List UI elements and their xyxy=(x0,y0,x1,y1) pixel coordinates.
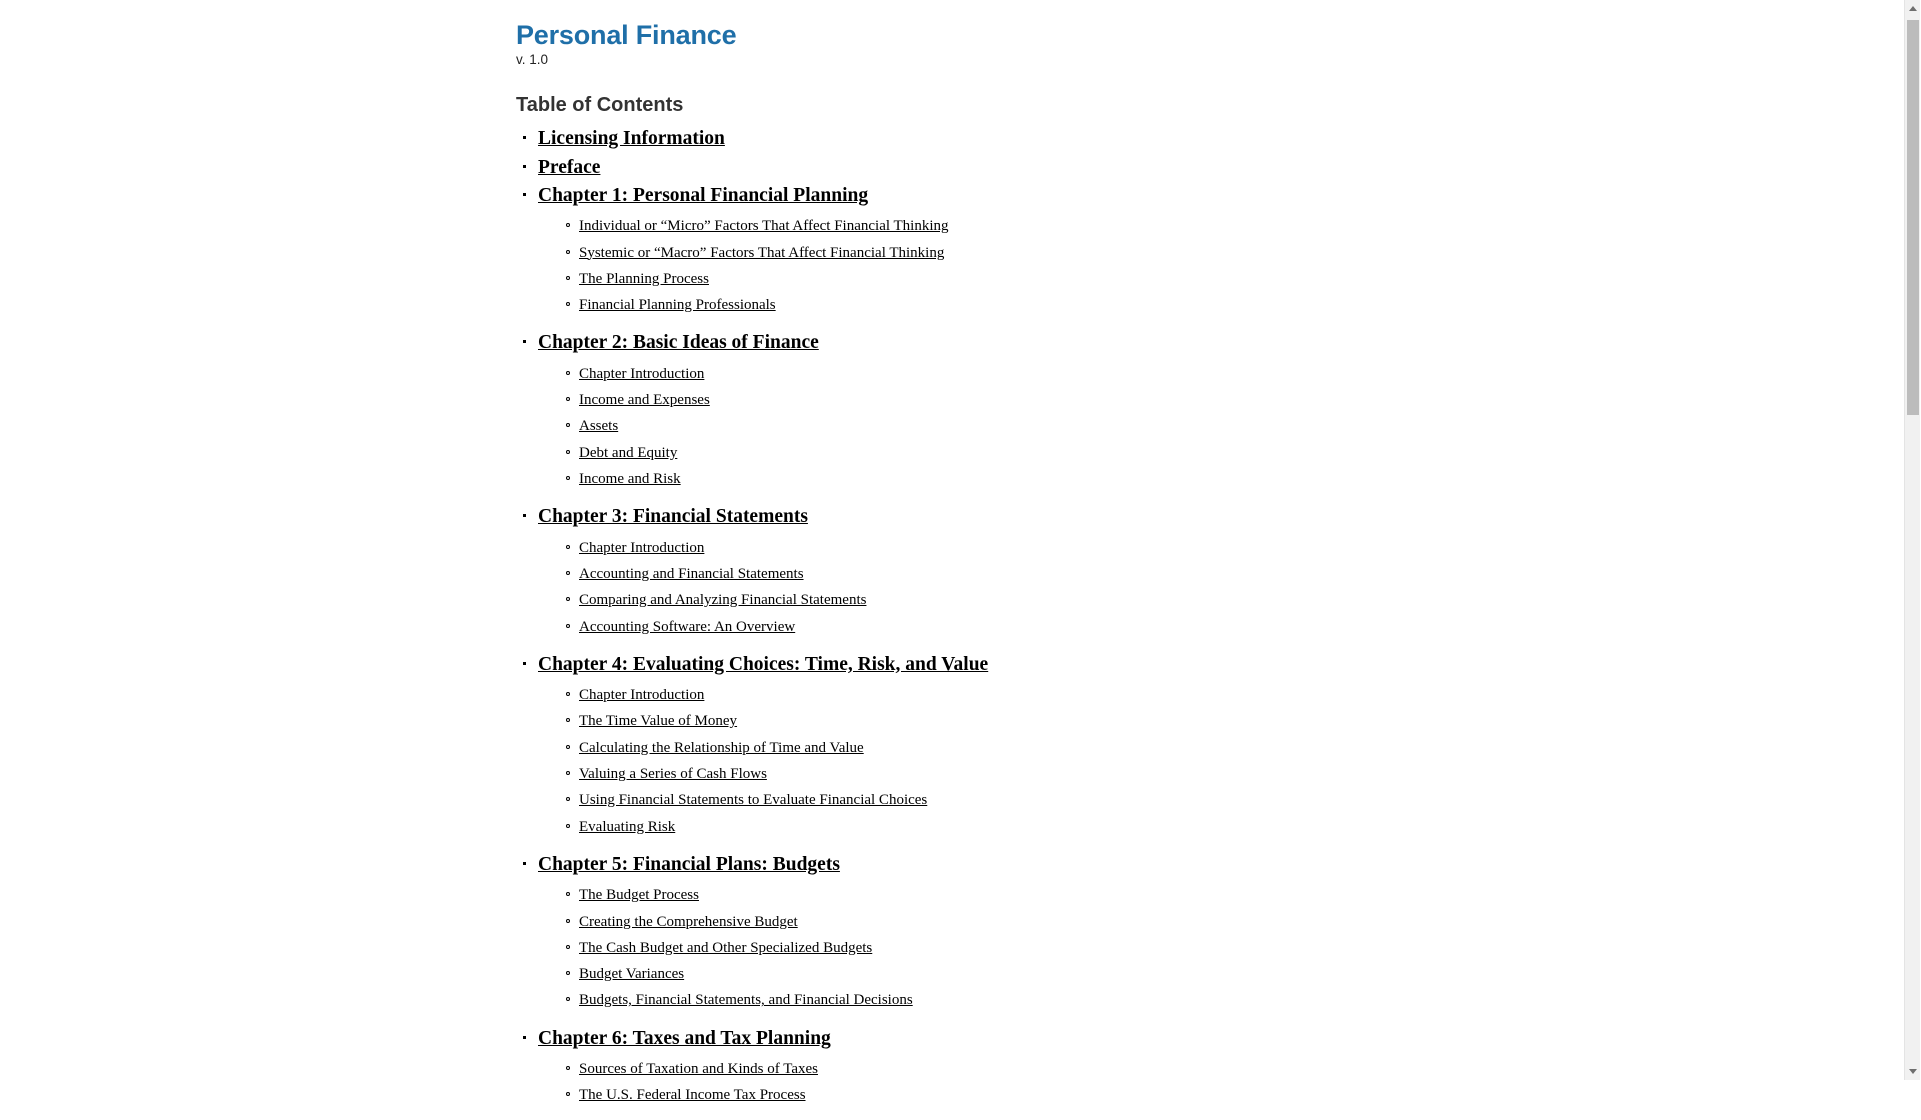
triangle-up-icon xyxy=(1909,6,1917,11)
toc-section-item xyxy=(538,588,1516,614)
bullet-circle-icon xyxy=(566,718,570,722)
bullet-circle-icon xyxy=(566,397,570,401)
toc-section-link[interactable]: Income and Expenses xyxy=(579,392,710,409)
toc-section-list xyxy=(538,1057,1516,1110)
toc-section-link[interactable]: Comparing and Analyzing Financial Statements xyxy=(579,592,867,609)
scroll-up-arrow-icon[interactable] xyxy=(1905,0,1921,17)
bullet-circle-icon xyxy=(566,771,570,775)
toc-section-link[interactable]: Assets xyxy=(579,418,619,435)
toc-section-item xyxy=(538,988,1516,1014)
toc-section-item xyxy=(538,441,1516,467)
bullet-square-icon xyxy=(523,136,526,139)
toc-section-item xyxy=(538,1083,1516,1109)
toc-section-link[interactable]: Systemic or “Macro” Factors That Affect Financial Thinking xyxy=(579,244,945,261)
toc-chapter-link[interactable]: Chapter 4: Evaluating Choices: Time, Risk, and Value xyxy=(538,653,989,675)
toc-section-item xyxy=(538,615,1516,641)
toc-section-item xyxy=(538,1057,1516,1083)
toc-section-link[interactable]: Valuing a Series of Cash Flows xyxy=(579,766,767,783)
bullet-circle-icon xyxy=(566,223,570,227)
toc-section-item xyxy=(538,388,1516,414)
toc-chapter-link[interactable]: Chapter 3: Financial Statements xyxy=(538,506,808,528)
toc-chapter-link[interactable]: Chapter 6: Taxes and Tax Planning xyxy=(538,1027,831,1049)
bullet-square-icon xyxy=(523,662,526,665)
toc-section-link[interactable]: Using Financial Statements to Evaluate Financial Choices xyxy=(579,792,928,809)
bullet-circle-icon xyxy=(566,250,570,254)
toc-heading: Table of Contents xyxy=(516,94,684,117)
toc-section-link[interactable]: Individual or “Micro” Factors That Affect Financial Thinking xyxy=(579,218,949,235)
toc-chapter-item xyxy=(516,125,1516,153)
toc-section-list xyxy=(538,536,1516,641)
toc-section-item xyxy=(538,762,1516,788)
bullet-square-icon xyxy=(523,514,526,517)
toc-section-item xyxy=(538,709,1516,735)
vertical-scrollbar[interactable] xyxy=(1904,0,1920,1080)
toc-section-link[interactable]: Financial Planning Professionals xyxy=(579,297,776,314)
toc-section-link[interactable]: Debt and Equity xyxy=(579,444,678,461)
scrollbar-thumb[interactable] xyxy=(1907,20,1919,415)
bullet-circle-icon xyxy=(566,423,570,427)
toc-chapter-link[interactable]: Chapter 2: Basic Ideas of Finance xyxy=(538,332,819,354)
toc-section-link[interactable]: The U.S. Federal Income Tax Process xyxy=(579,1087,806,1104)
book-title: Personal Finance xyxy=(516,20,737,50)
bullet-circle-icon xyxy=(566,997,570,1001)
toc-section-item xyxy=(538,936,1516,962)
toc-section-item xyxy=(538,214,1516,240)
toc-section-link[interactable]: Budgets, Financial Statements, and Financial Decisions xyxy=(579,992,913,1009)
toc-section-link[interactable]: The Planning Process xyxy=(579,270,709,287)
toc-section-item xyxy=(538,962,1516,988)
toc-section-list xyxy=(538,362,1516,493)
toc-chapter-item xyxy=(516,651,1516,841)
bullet-circle-icon xyxy=(566,971,570,975)
toc-section-item xyxy=(538,736,1516,762)
toc-section-item xyxy=(538,883,1516,909)
toc-chapter-item xyxy=(516,1025,1516,1110)
document-content xyxy=(516,0,1516,1120)
toc-section-link[interactable]: Budget Variances xyxy=(579,966,685,983)
toc-section-item xyxy=(538,293,1516,319)
toc-section-item xyxy=(538,788,1516,814)
bullet-square-icon xyxy=(523,1036,526,1039)
toc-section-item xyxy=(538,241,1516,267)
toc-section-link[interactable]: Chapter Introduction xyxy=(579,365,705,382)
toc-section-list xyxy=(538,683,1516,841)
bullet-circle-icon xyxy=(566,276,570,280)
book-version: v. 1.0 xyxy=(516,52,549,68)
bullet-square-icon xyxy=(523,165,526,168)
scroll-down-arrow-icon[interactable] xyxy=(1905,1063,1921,1080)
toc-chapter-item xyxy=(516,329,1516,493)
bullet-square-icon xyxy=(523,340,526,343)
toc-section-link[interactable]: The Cash Budget and Other Specialized Budgets xyxy=(579,939,873,956)
toc-chapter-link[interactable]: Chapter 5: Financial Plans: Budgets xyxy=(538,853,840,875)
bullet-square-icon xyxy=(523,193,526,196)
bullet-circle-icon xyxy=(566,1066,570,1070)
toc-section-link[interactable]: Chapter Introduction xyxy=(579,687,705,704)
bullet-circle-icon xyxy=(566,624,570,628)
toc-section-link[interactable]: Calculating the Relationship of Time and Value xyxy=(579,739,864,756)
toc-section-item xyxy=(538,910,1516,936)
toc-chapter-item xyxy=(516,503,1516,641)
toc-section-link[interactable]: The Time Value of Money xyxy=(579,713,738,730)
bullet-circle-icon xyxy=(566,571,570,575)
toc-chapter-item xyxy=(516,182,1516,320)
bullet-circle-icon xyxy=(566,692,570,696)
toc-section-link[interactable]: Sources of Taxation and Kinds of Taxes xyxy=(579,1061,818,1078)
toc-section-link[interactable]: Chapter Introduction xyxy=(579,539,705,556)
toc-chapter-link[interactable]: Preface xyxy=(538,156,601,178)
bullet-circle-icon xyxy=(566,1092,570,1096)
toc-section-item xyxy=(538,414,1516,440)
bullet-circle-icon xyxy=(566,824,570,828)
toc-section-item xyxy=(538,815,1516,841)
bullet-circle-icon xyxy=(566,945,570,949)
bullet-square-icon xyxy=(523,862,526,865)
bullet-circle-icon xyxy=(566,919,570,923)
bullet-circle-icon xyxy=(566,892,570,896)
toc-chapter-item xyxy=(516,154,1516,182)
toc-section-item xyxy=(538,536,1516,562)
bullet-circle-icon xyxy=(566,371,570,375)
toc-section-link[interactable]: Accounting and Financial Statements xyxy=(579,565,804,582)
bullet-circle-icon xyxy=(566,745,570,749)
toc-section-link[interactable]: Accounting Software: An Overview xyxy=(579,618,796,635)
toc-list xyxy=(516,125,1516,1109)
toc-section-link[interactable]: The Budget Process xyxy=(579,887,699,904)
toc-section-link[interactable]: Evaluating Risk xyxy=(579,818,676,835)
bullet-circle-icon xyxy=(566,545,570,549)
toc-section-list xyxy=(538,214,1516,319)
bullet-circle-icon xyxy=(566,302,570,306)
triangle-down-icon xyxy=(1909,1069,1917,1074)
toc-section-item xyxy=(538,562,1516,588)
toc-chapter-item xyxy=(516,851,1516,1015)
toc-section-item xyxy=(538,683,1516,709)
toc-section-item xyxy=(538,467,1516,493)
bullet-circle-icon xyxy=(566,476,570,480)
toc-section-link[interactable]: Creating the Comprehensive Budget xyxy=(579,913,798,930)
toc-section-link[interactable]: Income and Risk xyxy=(579,470,681,487)
toc-section-list xyxy=(538,883,1516,1014)
toc-section-item xyxy=(538,362,1516,388)
toc-chapter-link[interactable]: Licensing Information xyxy=(538,128,725,150)
toc-section-item xyxy=(538,267,1516,293)
bullet-circle-icon xyxy=(566,450,570,454)
toc-chapter-link[interactable]: Chapter 1: Personal Financial Planning xyxy=(538,184,869,206)
bullet-circle-icon xyxy=(566,597,570,601)
bullet-circle-icon xyxy=(566,797,570,801)
